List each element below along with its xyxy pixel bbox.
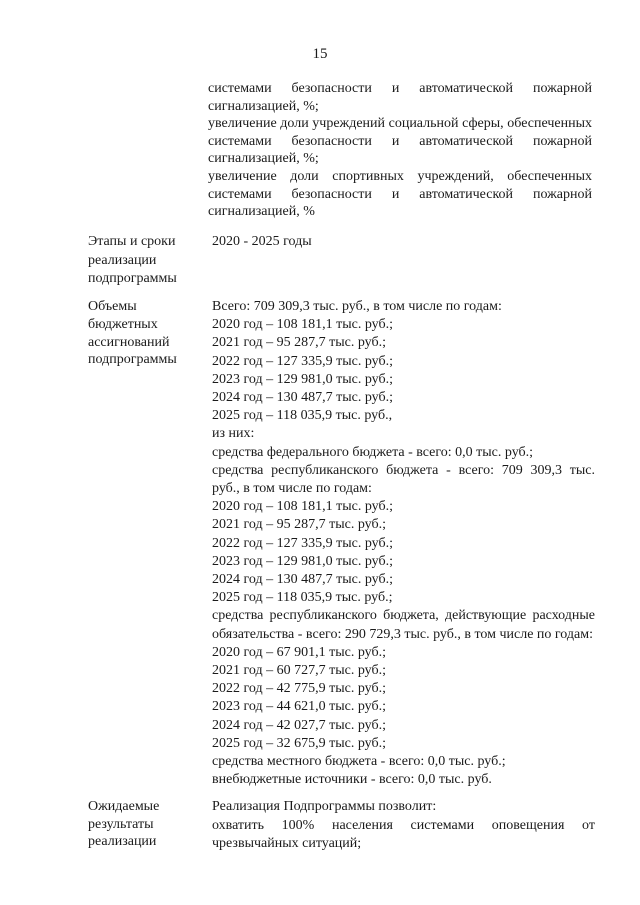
budget-text	[212, 298, 595, 789]
budget-line: 2024 год – 130 487,7 тыс. руб.;	[212, 572, 393, 588]
budget-line: из них:	[212, 426, 255, 442]
budget-line: 2024 год – 130 487,7 тыс. руб.;	[212, 390, 393, 406]
budget-line: 2022 год – 127 335,9 тыс. руб.;	[212, 353, 393, 369]
results-line: охватить 100% населения системами оповещения от чрезвычайных ситуаций;	[212, 817, 595, 851]
budget-line: 2022 год – 127 335,9 тыс. руб.;	[212, 535, 393, 551]
budget-line: 2020 год – 108 181,1 тыс. руб.;	[212, 499, 393, 515]
budget-line: 2021 год – 95 287,7 тыс. руб.;	[212, 335, 386, 351]
stages-label: Этапы и сроки реализации подпрограммы	[88, 234, 177, 286]
indicator-item: увеличение доли спортивных учреждений, обеспеченных системами безопасности и автоматической пожарной сигнализацией, %	[208, 168, 592, 220]
budget-line: средства республиканского бюджета, действующие расходные обязательства - всего: 290 729,3 тыс. руб., в том числе по годам:	[212, 608, 595, 642]
budget-line: 2023 год – 129 981,0 тыс. руб.;	[212, 371, 393, 387]
continuation-text	[208, 80, 592, 221]
budget-line: 2022 год – 42 775,9 тыс. руб.;	[212, 681, 386, 697]
budget-line: средства местного бюджета - всего: 0,0 тыс. руб.;	[212, 754, 506, 770]
budget-line: 2025 год – 32 675,9 тыс. руб.;	[212, 735, 386, 751]
budget-line: 2024 год – 42 027,7 тыс. руб.;	[212, 717, 386, 733]
budget-label: Объемы бюджетных ассигнований подпрограммы	[88, 299, 177, 368]
budget-line: 2025 год – 118 035,9 тыс. руб.;	[212, 590, 393, 606]
indicator-item: системами безопасности и автоматической пожарной сигнализацией, %;	[208, 81, 592, 114]
budget-line: 2020 год – 67 901,1 тыс. руб.;	[212, 644, 386, 660]
results-label: Ожидаемые результаты реализации	[88, 799, 160, 849]
budget-line: внебюджетные источники - всего: 0,0 тыс. руб.	[212, 772, 492, 788]
budget-line: средства федерального бюджета - всего: 0,0 тыс. руб.;	[212, 444, 534, 460]
budget-line: 2020 год – 108 181,1 тыс. руб.;	[212, 317, 393, 333]
indicator-item: увеличение доли учреждений социальной сферы, обеспеченных системами безопасности и автоматической пожарной сигнализацией, %;	[208, 116, 592, 167]
budget-line: 2023 год – 129 981,0 тыс. руб.;	[212, 553, 393, 569]
budget-line: средства республиканского бюджета - всего: 709 309,3 тыс. руб., в том числе по годам:	[212, 462, 595, 497]
results-text	[212, 798, 595, 854]
budget-line: 2023 год – 44 621,0 тыс. руб.;	[212, 699, 386, 715]
page-number: 15	[312, 46, 328, 62]
budget-line: 2025 год – 118 035,9 тыс. руб.,	[212, 408, 393, 424]
results-line: Реализация Подпрограммы позволит:	[212, 799, 437, 814]
budget-line: 2021 год – 95 287,7 тыс. руб.;	[212, 517, 386, 533]
budget-line: 2021 год – 60 727,7 тыс. руб.;	[212, 663, 386, 679]
stages-value: 2020 - 2025 годы	[212, 234, 312, 249]
budget-line: Всего: 709 309,3 тыс. руб., в том числе по годам:	[212, 299, 502, 314]
